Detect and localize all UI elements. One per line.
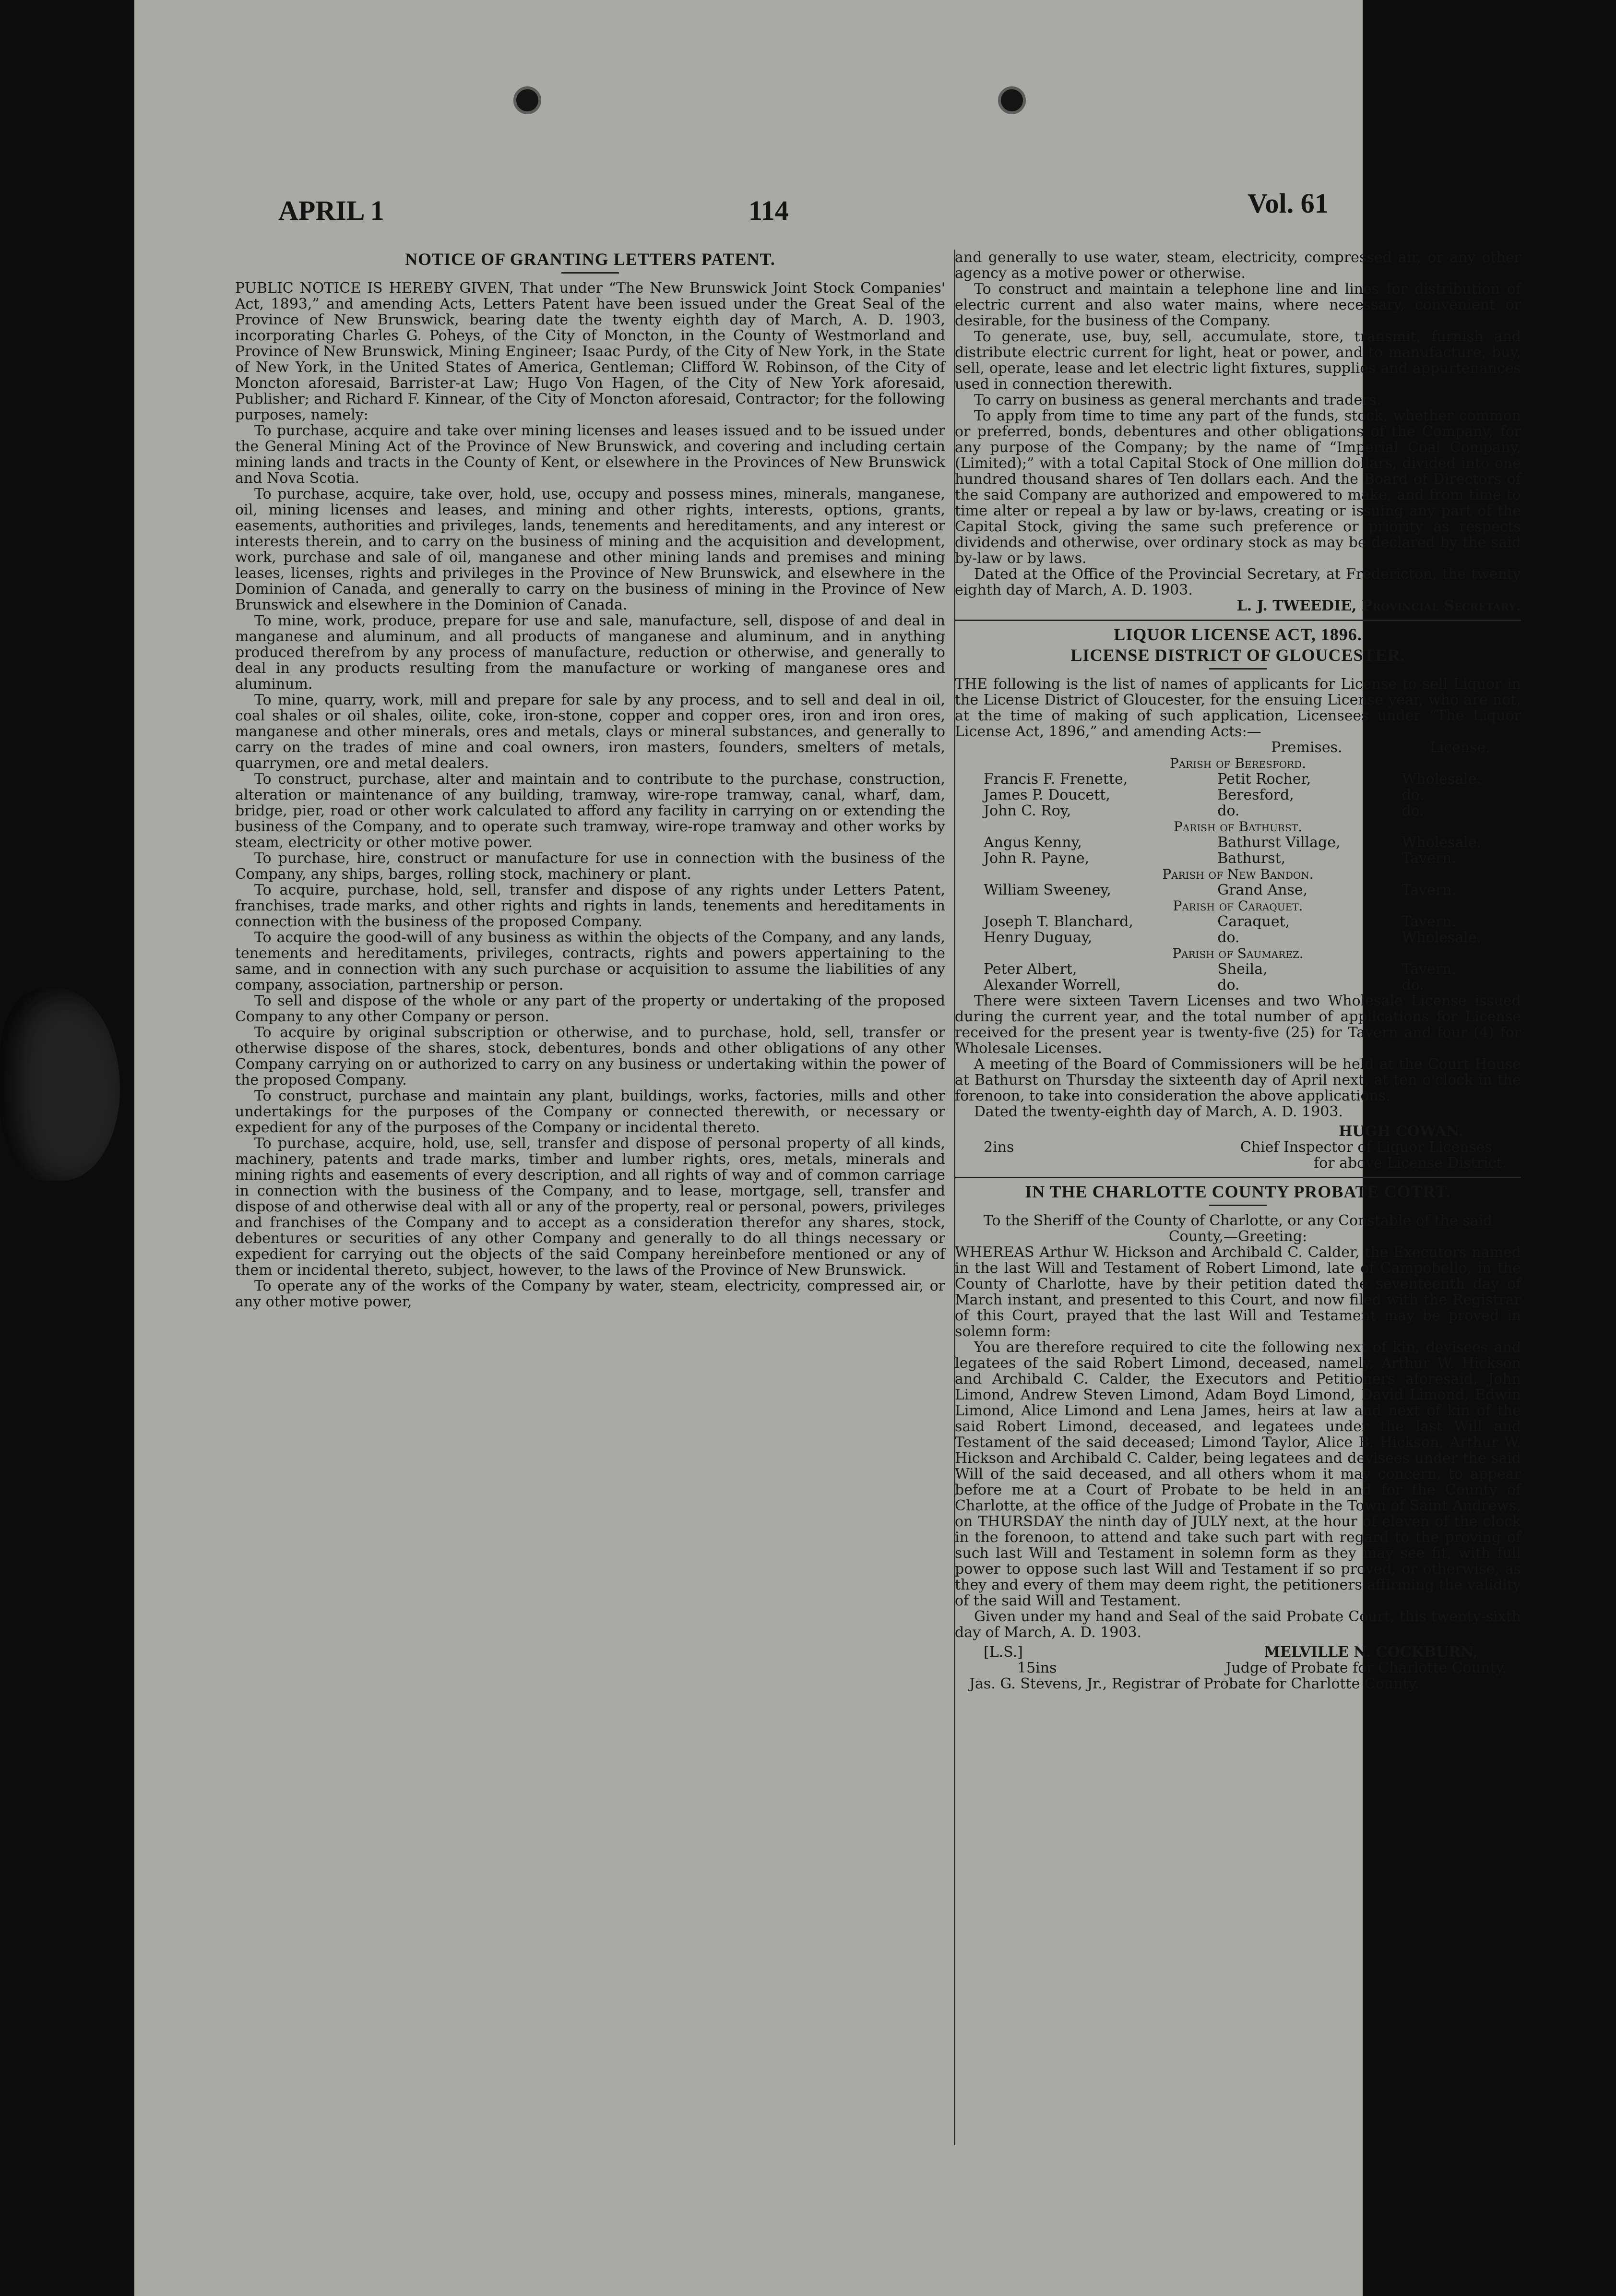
- commissioners-meeting: A meeting of the Board of Commissioners will be held at the Court House at Bathurst on Thursday the sixteenth day of April next, at ten o'clock in the forenoon, to take into consideration the above applications.: [955, 1056, 1521, 1104]
- applicant-license: Wholesale.: [1402, 834, 1482, 851]
- parish-name: Parish of Caraquet.: [1173, 898, 1303, 914]
- divider: [1209, 1205, 1267, 1206]
- liquor-dated: Dated the twenty-eighth day of March, A. D. 1903.: [974, 1103, 1343, 1120]
- paragraph: To apply from time to time any part of the funds, stock, whether common or preferred, bonds, debentures and other obligations of the Company, for any purpose of the Company; by the name of “Imperial Coal Company, (Limited);” with a total Capital Stock of One million dollars, divided into one hundred thousand shares of Ten dollars each. And the Board of Directors of the said Company are authorized and empowered to make, and from time to time alter or repeal a by law or by-laws, creating or issuing any part of the Capital Stock, giving the same such preference or priority as respects dividends and otherwise, over ordinary stock as may be declared by the said by-law or by laws.: [955, 407, 1521, 567]
- paragraph: To purchase, acquire and take over mining licenses and leases issued and to be issued under the General Mining Act of the Province of New Brunswick, and covering and including certain mining lands and tracts in the County of Kent, or elsewhere in the Provinces of New Brunswick and Nova Scotia.: [235, 422, 945, 487]
- probate-signature-block: [955, 1644, 1521, 1692]
- newspaper-page: [134, 0, 1521, 2296]
- right-column: [955, 250, 1521, 1692]
- page-number: 114: [749, 195, 789, 226]
- divider: [561, 272, 619, 274]
- license-header: License.: [1429, 739, 1490, 756]
- probate-insertions: 15ins: [1017, 1660, 1057, 1676]
- parish-heading-row: [955, 866, 1521, 882]
- applicant-applicant: John R. Payne,: [984, 850, 1090, 867]
- paragraph: WHEREAS Arthur W. Hickson and Archibald C. Calder, the Executors named in the last Will and Testament of Robert Limond, late of Campobello, in the County of Charlotte, have by their petition dated the seventeenth day of March instant, and presented to this Court, and now filed with the Registrar of this Court, prayed that the last Will and Testament may be proved in solemn form:: [955, 1244, 1521, 1340]
- applicant-premises: Sheila,: [1217, 961, 1268, 978]
- paragraph: You are therefore required to cite the following next of kin, devisees and legatees of the said Robert Limond, deceased, namely, Arthur W. Hickson and Archibald C. Calder, the Executors and Petitioners aforesaid, John Limond, Andrew Steven Limond, Adam Boyd Limond, David Limond, Edwin Limond, Alice Limond and Lena James, heirs at law and next of kin of the said Robert Limond, deceased, and legatees under the last Will and Testament of the said deceased; Limond Taylor, Alice B. Hickson, Arthur W. Hickson and Archibald C. Calder, being legatees and devisees under the said Will of the said deceased, and all others whom it may concern, to appear before me at a Court of Probate to be held in and for the County of Charlotte, at the office of the Judge of Probate in the Town of Saint Andrews, on THURSDAY the ninth day of JULY next, at the hour of eleven of the clock in the forenoon, to attend and take such part with regard to the proving of such last Will and Testament in solemn form as they may see fit, with full power to oppose such last Will and Testament if so proved, or otherwise, as they and every of them may deem right, the petitioners affirming the validity of the said Will and Testament.: [955, 1339, 1521, 1609]
- liquor-intro: THE following is the list of names of applicants for License to sell Liquor in the License District of Gloucester, for the ensuing License year, who are not, at the time of making of such application, Licensees under “The Liquor License Act, 1896,” and amending Acts:—: [955, 676, 1521, 740]
- applicant-license: do.: [1402, 787, 1424, 803]
- probate-address: To the Sheriff of the County of Charlotte, or any Constable of the said County,—Greeting:: [983, 1212, 1493, 1245]
- paragraph: To sell and dispose of the whole or any part of the property or undertaking of the proposed Company to any other Company or person.: [235, 993, 945, 1025]
- parish-heading-row: [955, 819, 1521, 835]
- divider: [1209, 668, 1267, 670]
- license-summary: There were sixteen Tavern Licenses and two Wholesale License issued during the current year, and the total number of applications for License received for the present year is twenty-five (25) for Tavern and four (4) for Wholesale Licenses.: [955, 993, 1521, 1057]
- applicant-premises: Petit Rocher,: [1217, 771, 1311, 788]
- paragraph: To purchase, hire, construct or manufacture for use in connection with the business of the Company, any ships, barges, rolling stock, machinery or plant.: [235, 850, 945, 883]
- applicant-applicant: James P. Doucett,: [984, 787, 1110, 803]
- punch-hole: [998, 86, 1026, 114]
- applicant-row: [955, 835, 1521, 850]
- judge-row: [955, 1644, 1521, 1660]
- paragraph: To construct, purchase and maintain any plant, buildings, works, factories, mills and other undertakings for the purposes of the Company or connected therewith, or necessary or expedient for any of the purposes of the Company or incidental thereto.: [235, 1088, 945, 1136]
- scanner-thumb: [0, 989, 120, 1181]
- liquor-signature-block: [955, 1124, 1521, 1171]
- paragraph: To purchase, acquire, hold, use, sell, transfer and dispose of personal property of all kinds, machinery, patents and trade marks, timber and lumber rights, ores, metals, minerals and mining rights and easements of every description, and all rights of way and of common carriage in connection with the business of the Company, and to lease, mortgage, sell, transfer and dispose of and otherwise deal with all or any of the property, real or personal, powers, privileges and franchises of the Company and to accept as a consideration therefor any shares, stock, debentures or securities of any other Company and generally to do all things necessary or expedient for carrying out the objects of the said Company hereinbefore mentioned or any of them or incidental thereto, subject, however, to the laws of the Province of New Brunswick.: [235, 1135, 945, 1279]
- inspector-district: for above License District.: [1314, 1155, 1507, 1172]
- divider: [955, 620, 1521, 621]
- applicant-premises: do.: [1217, 929, 1240, 946]
- applicant-row: [955, 914, 1521, 930]
- inspector-name: HUGH COWAN.: [1339, 1123, 1463, 1140]
- paragraph: To mine, work, produce, prepare for use and sale, manufacture, sell, dispose of and deal in manganese and aluminum, and all products of manganese and aluminum, and in anything produced therefrom by any process of manufacture, reduction or otherwise, and generally to deal in any products resulting from the manufacture or working of manganese ores and aluminum.: [235, 612, 945, 693]
- applicant-license: Wholesale.: [1402, 771, 1482, 788]
- judge-title: Judge of Probate for Charlotte County.: [1225, 1660, 1507, 1676]
- letters-patent-title: NOTICE OF GRANTING LETTERS PATENT.: [405, 250, 775, 269]
- applicant-row: [955, 803, 1521, 819]
- letters-patent-continuation: [955, 250, 1521, 598]
- paragraph: To acquire by original subscription or otherwise, and to purchase, hold, sell, transfer or otherwise dispose of the shares, stock, debentures, bonds and other obligations of any other Company carrying on or authorized to carry on any business or undertaking within the power of the proposed Company.: [235, 1024, 945, 1088]
- insertion-count: 2ins: [984, 1139, 1014, 1156]
- applicant-premises: Beresford,: [1217, 787, 1294, 803]
- seal-mark: [L.S.]: [984, 1644, 1023, 1661]
- inspector-title: Chief Inspector of Liquor Licenses: [1240, 1139, 1492, 1156]
- paragraph: To generate, use, buy, sell, accumulate, store, transmit, furnish and distribute electric current for light, heat or power, and to manufacture, buy, sell, operate, lease and let electric light fixtures, supplies and appurtenances used in connection therewith.: [955, 328, 1521, 393]
- judge-name: MELVILLE N. COCKBURN,: [1264, 1644, 1478, 1661]
- applicant-license: do.: [1402, 802, 1424, 819]
- paragraph: To carry on business as general merchants and traders.: [974, 392, 1381, 408]
- page-header: [278, 188, 1363, 233]
- applicant-row: [955, 961, 1521, 977]
- applicant-premises: do.: [1217, 977, 1240, 993]
- parish-name: Parish of Bathurst.: [1173, 819, 1303, 835]
- liquor-act-title: LIQUOR LICENSE ACT, 1896.: [1114, 625, 1362, 644]
- divider: [955, 1177, 1521, 1178]
- paragraph: To acquire, purchase, hold, sell, transfer and dispose of any rights under Letters Patent, franchises, trade marks, and other rights and rights in lands, tenements and hereditaments in connection with the business of the proposed Company.: [235, 882, 945, 930]
- applicant-license: Tavern.: [1402, 913, 1456, 930]
- applicant-row: [955, 787, 1521, 803]
- parish-heading-row: [955, 898, 1521, 914]
- applicant-premises: Caraquet,: [1217, 913, 1290, 930]
- paragraph: Given under my hand and Seal of the said Probate Court, this twenty-sixth day of March, A. D. 1903.: [955, 1608, 1521, 1641]
- paragraph: To construct, purchase, alter and maintain and to contribute to the purchase, construction, alteration or maintenance of any building, tramway, wire-rope tramway, canal, wharf, dam, bridge, pier, road or other work calculated to afford any facility in carrying on or extending the business of the Company, and to operate such tramway, wire-rope tramway and other works by steam, electricity or other motive power.: [235, 771, 945, 851]
- applicant-row: [955, 771, 1521, 787]
- left-column: [235, 250, 945, 1310]
- inspector-title-row: [955, 1139, 1521, 1155]
- paragraph: To operate any of the works of the Company by water, steam, electricity, compressed air, or any other motive power,: [235, 1278, 945, 1310]
- parish-heading-row: [955, 945, 1521, 961]
- parish-name: Parish of Saumarez.: [1172, 945, 1304, 961]
- applicant-row: [955, 850, 1521, 866]
- paragraph: To construct and maintain a telephone line and lines for distribution of electric current and also water mains, where necessary, convenient or desirable, for the business of the Company.: [955, 281, 1521, 329]
- license-district-title: LICENSE DISTRICT OF GLOUCESTER.: [1070, 646, 1405, 665]
- paragraph: and generally to use water, steam, electricity, compressed air, or any other agency as a motive power or otherwise.: [955, 249, 1521, 282]
- applicant-applicant: Francis F. Frenette,: [984, 771, 1128, 788]
- applicant-premises: do.: [1217, 802, 1240, 819]
- applicant-row: [955, 930, 1521, 945]
- paragraph: Dated at the Office of the Provincial Secretary, at Fredericton, the twenty eighth day of March, A. D. 1903.: [955, 566, 1521, 598]
- parish-name: Parish of New Bandon.: [1162, 866, 1314, 882]
- volume-number: Vol. 61: [1248, 188, 1329, 219]
- applicant-applicant: Peter Albert,: [984, 961, 1077, 978]
- parish-heading-row: [955, 755, 1521, 771]
- provincial-secretary-signature: L. J. TWEEDIE, Provincial Secretary.: [1236, 598, 1521, 614]
- applicant-license: Tavern.: [1402, 882, 1456, 898]
- paragraph: To purchase, acquire, take over, hold, use, occupy and possess mines, minerals, manganese, oil, mining licenses and leases, and mining and other rights, interests, options, grants, easements, authorities and privileges, lands, tenements and hereditaments, and any interest or interests therein, and to carry on the business of mining and the acquisition and development, work, purchase and sale of oil, manganese and other mining lands and premises and mining leases, licenses, rights and privileges in the Province of New Brunswick, and elsewhere in the Dominion of Canada, and generally to carry on the business of mining in the Province of New Brunswick and elsewhere in the Dominion of Canada.: [235, 486, 945, 613]
- applicant-premises: Grand Anse,: [1217, 882, 1308, 898]
- license-applicants-table: [955, 740, 1521, 993]
- probate-body: [955, 1244, 1521, 1640]
- applicant-license: Tavern.: [1402, 961, 1456, 978]
- paragraph: To mine, quarry, work, mill and prepare for sale by any process, and to sell and deal in oil, coal shales or oil shales, oilite, coke, iron-stone, copper and copper ores, iron and iron ores, manganese and other minerals, ores and metals, clays or mineral substances, and generally to carry on the trades of mine and coal owners, iron masters, founders, smelters of metals, quarrymen, ore and metal dealers.: [235, 692, 945, 772]
- issue-date: APRIL 1: [278, 195, 384, 226]
- applicant-applicant: Henry Duguay,: [984, 929, 1093, 946]
- paragraph: PUBLIC NOTICE IS HEREBY GIVEN, That under “The New Brunswick Joint Stock Companies' Act, 1893,” and amending Acts, Letters Patent have been issued under the Great Seal of the Province of New Brunswick, bearing date the twenty eighth day of March, A. D. 1903, incorporating Charles G. Poheys, of the City of Moncton, in the County of Westmorland and Province of New Brunswick, Mining Engineer; Isaac Purdy, of the City of New York, in the State of New York, in the United States of America, Gentleman; Clifford W. Robinson, of the City of Moncton aforesaid, Barrister-at Law; Hugo Von Hagen, of the City of New York aforesaid, Publisher; and Richard F. Kinnear, of the City of Moncton aforesaid, Contractor; for the following purposes, namely:: [235, 280, 945, 423]
- applicant-applicant: Angus Kenny,: [984, 834, 1082, 851]
- applicant-applicant: Alexander Worrell,: [984, 977, 1121, 993]
- applicant-applicant: Joseph T. Blanchard,: [984, 913, 1133, 930]
- premises-header: Premises.: [1271, 739, 1343, 756]
- punch-hole: [513, 86, 541, 114]
- judge-title-row: [955, 1660, 1521, 1676]
- applicant-row: [955, 882, 1521, 898]
- applicant-premises: Bathurst,: [1217, 850, 1286, 867]
- table-header-row: [955, 740, 1521, 755]
- applicant-license: Wholesale.: [1402, 929, 1482, 946]
- applicant-license: Tavern.: [1402, 850, 1456, 867]
- probate-court-title: IN THE CHARLOTTE COUNTY PROBATE COTRT.: [1025, 1182, 1451, 1201]
- applicant-license: do.: [1402, 977, 1424, 993]
- applicant-applicant: William Sweeney,: [984, 882, 1111, 898]
- parish-name: Parish of Beresford.: [1169, 755, 1307, 771]
- applicant-applicant: John C. Roy,: [984, 802, 1071, 819]
- registrar-line: Jas. G. Stevens, Jr., Registrar of Probate for Charlotte County.: [969, 1675, 1420, 1692]
- letters-patent-body: [235, 280, 945, 1310]
- paragraph: To acquire the good-will of any business as within the objects of the Company, and any lands, tenements and hereditaments, privileges, contracts, rights and powers appertaining to the same, and in connection with any such purchase or acquisition to assume the liabilities of any company, association, partnership or person.: [235, 929, 945, 993]
- applicant-row: [955, 977, 1521, 993]
- applicant-premises: Bathurst Village,: [1217, 834, 1341, 851]
